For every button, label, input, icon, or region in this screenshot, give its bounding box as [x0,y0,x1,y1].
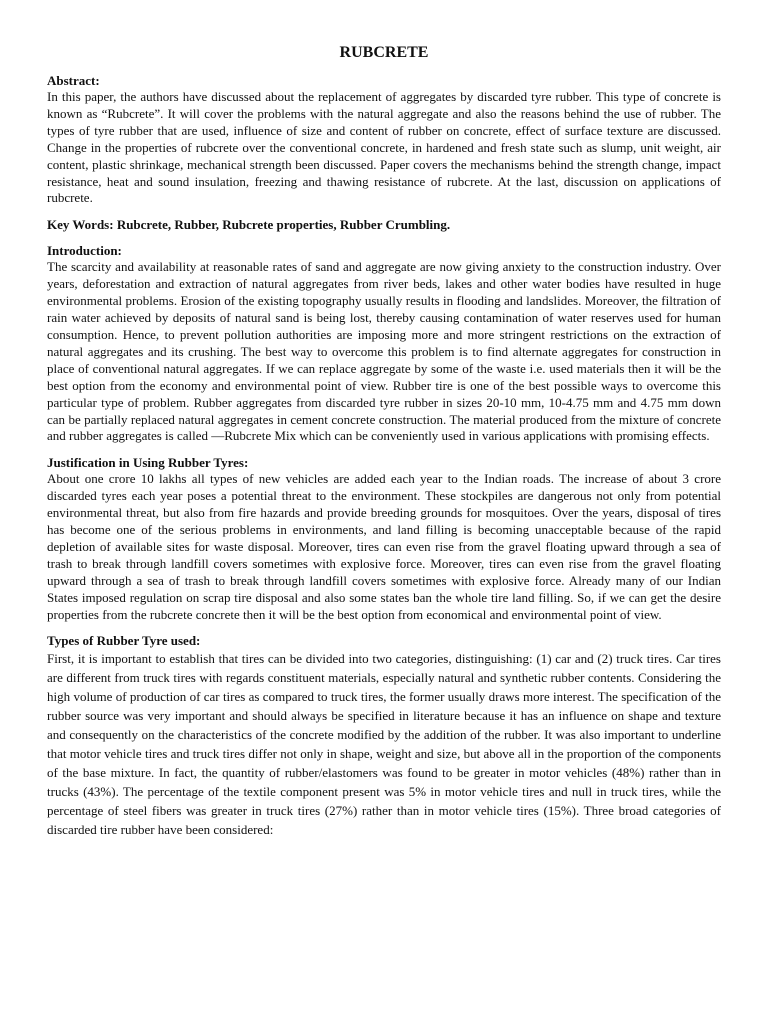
types-section [47,632,721,839]
introduction-heading: Introduction: [47,243,122,259]
keywords-line: Key Words: Rubcrete, Rubber, Rubcrete properties, Rubber Crumbling. [47,217,451,233]
paper-page [47,40,721,839]
abstract-section [47,72,721,207]
introduction-section [47,242,721,445]
abstract-text: In this paper, the authors have discussed about the replacement of aggregates by discarded tyre rubber. This type of concrete is known as “Rubcrete”. It will cover the problems with the natural aggregate and also the reasons behind the use of rubber. The types of tyre rubber that are used, influence of size and content of rubber on concrete, effect of surface texture are discussed. Change in the properties of rubcrete over the conventional concrete, in hardened and fresh state such as slump, unit weight, air content, plastic shrinkage, mechanical strength been discussed. Paper covers the mechanisms behind the strength change, impact resistance, heat and sound insulation, freezing and thawing resistance of rubcrete. At the last, discussion on applications of rubcrete. [47,89,721,206]
paper-title: RUBCRETE [339,44,429,61]
abstract-heading: Abstract: [47,73,100,88]
types-text: First, it is important to establish that tires can be divided into two categories, distinguishing: (1) car and (2) truck tires. Car tires are different from truck tires with regards constituent materials, especially natural and synthetic rubber contents. Considering the high volume of production of car tires as compared to truck tires, the former usually draws more interest. The specification of the rubber source was very important and should always be specified in literature because it has an influence on shape and texture and consequently on the characteristics of the concrete modified by the addition of the rubber. It was also important to underline that motor vehicle tires and truck tires differ not only in shape, weight and size, but above all in the proportion of the components of the base mixture. In fact, the quantity of rubber/elastomers was found to be greater in motor vehicles (48%) rather than in trucks (43%). The percentage of the textile component present was 5% in motor vehicle tires and null in truck tires, while the percentage of steel fibers was greater in truck tires (27%) rather than in motor vehicle tires (15%). Three broad categories of discarded tire rubber have been considered: [47,651,721,838]
justification-text: About one crore 10 lakhs all types of new vehicles are added each year to the Indian roads. The increase of about 3 crore discarded tyres each year poses a potential threat to the environment. These stockpiles are dangerous not only from potential environmental threat, but also from fire hazards and provide breeding grounds for mosquitoes. Over the years, disposal of tires has become one of the serious problems in environments, and land filling is becoming unacceptable because of the rapid depletion of available sites for waste disposal. Moreover, tires can even rise from the gravel floating upward through a sea of trash to break through landfill covers sometimes with explosive force. Moreover, tires can even rise from the gravel floating upward through a sea of trash to break through landfill covers sometimes with explosive force. Already many of our Indian States imposed regulation on scrap tire disposal and also some states ban the whole tire land filling. So, if we can get the desire properties from the rubcrete concrete then it will be the best option from economical and environmental point of view. [47,471,721,622]
types-heading: Types of Rubber Tyre used: [47,633,201,649]
introduction-text: The scarcity and availability at reasonable rates of sand and aggregate are now giving anxiety to the construction industry. Over years, deforestation and extraction of natural aggregates from river beds, lakes and other water bodies have resulted in huge environmental problems. Erosion of the existing topography usually results in flooding and landslides. Moreover, the filtration of rain water achieved by deposits of natural sand is being lost, thereby causing contamination of water reserves used for human consumption. Hence, to prevent pollution authorities are imposing more and more stringent restrictions on the extraction of natural aggregates and its crushing. The best way to overcome this problem is to find alternate aggregates for construction in place of conventional natural aggregates. If we can replace aggregate by some of the waste i.e. used materials then it will be the best option from the economy and environmental point of view. Rubber tire is one of the best possible ways to overcome this particular type of problem. Rubber aggregates from discarded tyre rubber in sizes 20-10 mm, 10-4.75 mm and 4.75 mm down can be partially replaced natural aggregates in cement concrete construction. The material produced from the mixture of concrete and rubber aggregates is called ―Rubcrete Mix which can be conveniently used in various applications with promising effects. [47,259,721,444]
justification-heading: Justification in Using Rubber Tyres: [47,455,249,471]
justification-section [47,454,721,623]
